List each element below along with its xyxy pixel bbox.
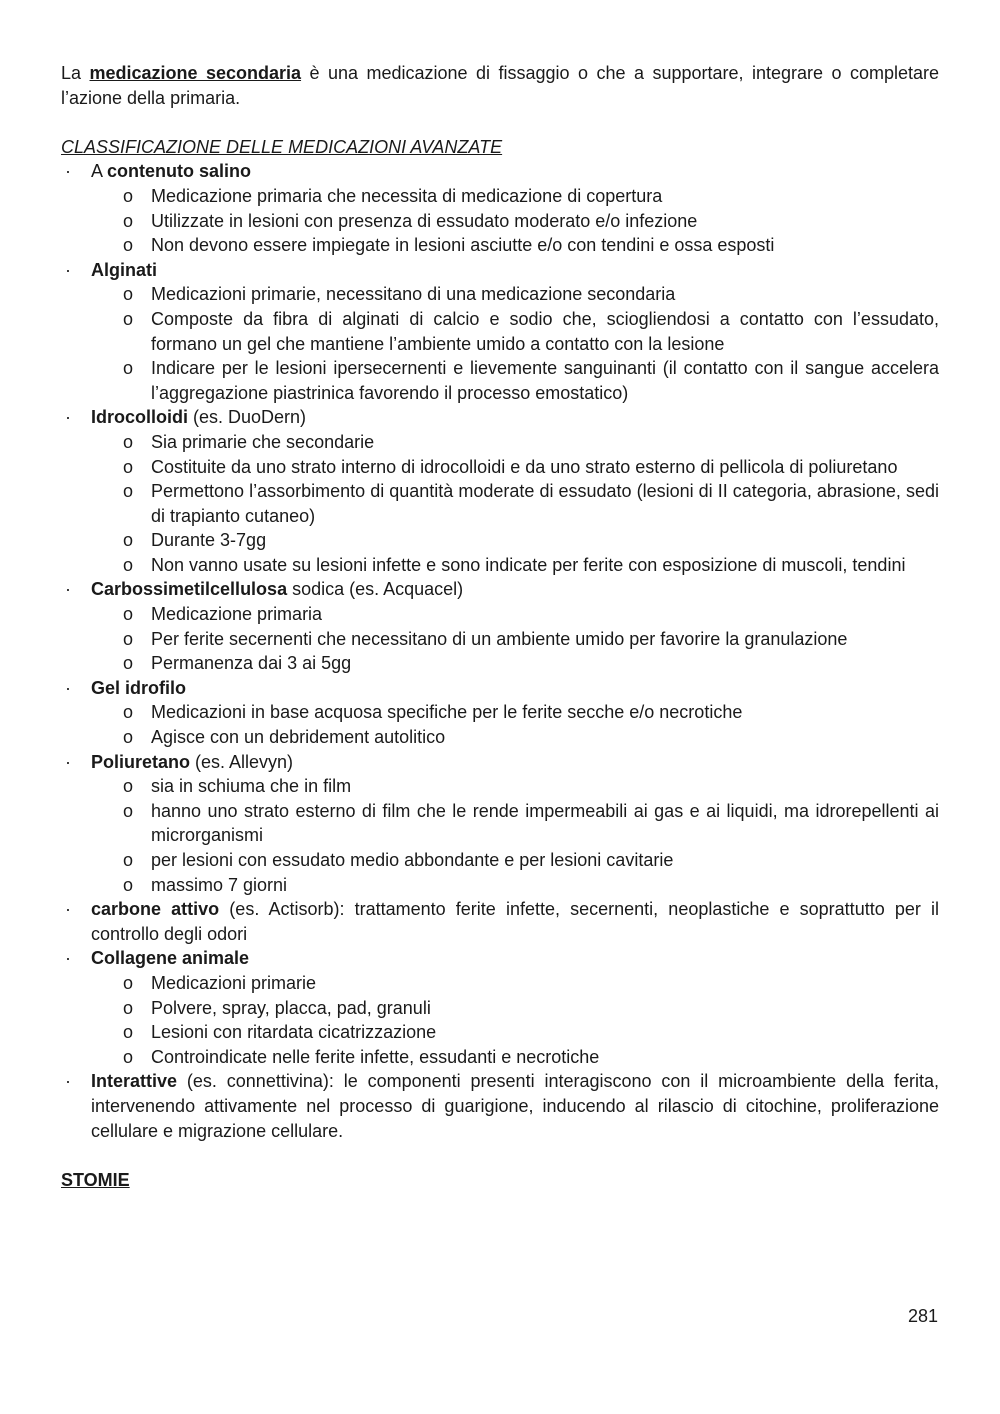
item-bold-text: Collagene animale [91, 948, 250, 969]
bullet-icon: · [65, 161, 71, 182]
bullet-icon: · [65, 407, 71, 428]
circle-bullet-icon: o [122, 431, 133, 452]
sub-list-item [61, 553, 939, 578]
sub-item-text: Medicazioni primarie, necessitano di una medicazione secondaria [151, 284, 676, 305]
bullet-icon: · [65, 1071, 71, 1092]
list-item [61, 750, 939, 775]
sub-item-text: hanno uno strato esterno di film che le rende impermeabili ai gas e ai liquidi, ma idrorepellenti ai microrganismi [151, 800, 939, 846]
section-title: CLASSIFICAZIONE DELLE MEDICAZIONI AVANZATE [61, 136, 503, 157]
circle-bullet-icon: o [122, 628, 133, 649]
intro-term: medicazione secondaria [89, 63, 302, 83]
circle-bullet-icon: o [122, 1046, 133, 1067]
sub-list-item [61, 996, 939, 1021]
item-post-text: (es. DuoDern) [188, 407, 307, 428]
intro-paragraph [61, 61, 939, 110]
list-item [61, 159, 939, 184]
circle-bullet-icon: o [122, 358, 133, 379]
circle-bullet-icon: o [122, 702, 133, 723]
list-item [61, 405, 939, 430]
page-number: 281 [907, 1306, 938, 1326]
sub-item-text: Permanenza dai 3 ai 5gg [151, 653, 352, 674]
circle-bullet-icon: o [122, 284, 133, 305]
sub-list-item [61, 873, 939, 898]
item-bold-text: Interattive [91, 1071, 178, 1092]
item-bold-text: carbone attivo [91, 899, 220, 920]
circle-bullet-icon: o [122, 776, 133, 797]
sub-item-text: Medicazioni primarie [151, 972, 317, 993]
next-section-heading: STOMIE [61, 1169, 130, 1190]
classification-list [61, 159, 939, 1143]
sub-item-text: massimo 7 giorni [151, 874, 288, 895]
sub-list-item [61, 455, 939, 480]
sub-item-text: Lesioni con ritardata cicatrizzazione [151, 1022, 437, 1043]
circle-bullet-icon: o [122, 456, 133, 477]
item-bold-text: Idrocolloidi [91, 407, 188, 428]
circle-bullet-icon: o [122, 874, 133, 895]
sub-list-item [61, 627, 939, 652]
sub-list-item [61, 774, 939, 799]
circle-bullet-icon: o [122, 800, 133, 821]
sub-item-text: Composte da fibra di alginati di calcio e sodio che, sciogliendosi a contatto con l’essudato, formano un gel che mantiene l’ambiente umido a contatto con la lesione [151, 308, 939, 354]
circle-bullet-icon: o [122, 308, 133, 329]
sub-item-text: Agisce con un debridement autolitico [151, 727, 446, 748]
circle-bullet-icon: o [122, 850, 133, 870]
sub-item-text: Permettono l’assorbimento di quantità moderate di essudato (lesioni di II categoria, abrasione, sedi di trapianto cutaneo) [151, 481, 939, 526]
circle-bullet-icon: o [122, 481, 133, 502]
list-item [61, 897, 939, 946]
item-bold-text: contenuto salino [107, 161, 252, 182]
circle-bullet-icon: o [122, 210, 133, 231]
sub-item-text: Controindicate nelle ferite infette, essudanti e necrotiche [151, 1046, 600, 1067]
circle-bullet-icon: o [122, 530, 133, 551]
sub-item-text: Non devono essere impiegate in lesioni asciutte e/o con tendini e ossa esposti [151, 235, 775, 256]
sub-item-text: Indicare per le lesioni ipersecernenti e lievemente sanguinanti (il contatto con il sangue accelera l’aggregazione piastrinica favorendo il processo emostatico) [151, 358, 939, 403]
sub-item-text: Utilizzate in lesioni con presenza di essudato moderato e/o infezione [151, 210, 698, 231]
sub-list-item [61, 307, 939, 356]
list-item [61, 258, 939, 283]
circle-bullet-icon: o [122, 185, 133, 206]
sub-list-item [61, 971, 939, 996]
item-bold-text: Gel idrofilo [91, 677, 187, 698]
sub-list-item [61, 184, 939, 209]
sub-list-item [61, 430, 939, 455]
circle-bullet-icon: o [122, 1022, 133, 1043]
sub-list-item [61, 282, 939, 307]
circle-bullet-icon: o [122, 727, 133, 748]
sub-list-item [61, 799, 939, 848]
sub-list-item [61, 479, 939, 528]
circle-bullet-icon: o [122, 554, 133, 575]
sub-list-item [61, 700, 939, 725]
bullet-icon: · [65, 948, 71, 969]
circle-bullet-icon: o [122, 972, 133, 993]
circle-bullet-icon: o [122, 235, 133, 256]
item-bold-text: Poliuretano [91, 751, 191, 772]
circle-bullet-icon: o [122, 653, 133, 674]
sub-item-text: Non vanno usate su lesioni infette e sono indicate per ferite con esposizione di muscoli, tendini [151, 554, 906, 575]
bullet-icon: · [65, 677, 71, 698]
sub-list-item [61, 209, 939, 234]
sub-item-text: Medicazione primaria che necessita di medicazione di copertura [151, 185, 663, 206]
sub-item-text: Medicazione primaria [151, 604, 323, 625]
item-pre-text: A [91, 161, 108, 182]
intro-pre: La [61, 63, 90, 83]
sub-list-item [61, 1045, 939, 1070]
page-content [61, 61, 939, 1192]
sub-list-item [61, 602, 939, 627]
sub-list-item [61, 356, 939, 405]
list-item [61, 946, 939, 971]
intro-post: è una medicazione di fissaggio o che a supportare, integrare o completare l’azione della primaria. [61, 63, 939, 108]
bullet-icon: · [65, 259, 71, 280]
circle-bullet-icon: o [122, 997, 133, 1018]
bullet-icon: · [65, 579, 71, 600]
circle-bullet-icon: o [122, 604, 133, 625]
sub-list-item [61, 725, 939, 750]
item-bold-text: Alginati [91, 259, 157, 280]
item-post-text: (es. Actisorb): trattamento ferite infette, secernenti, neoplastiche e soprattutto per il controllo degli odori [91, 899, 939, 944]
list-item [61, 676, 939, 701]
sub-item-text: Costituite da uno strato interno di idrocolloidi e da uno strato esterno di pellicola di poliuretano [151, 456, 898, 477]
sub-item-text: Per ferite secernenti che necessitano di un ambiente umido per favorire la granulazione [151, 628, 848, 649]
sub-list-item [61, 651, 939, 676]
item-post-text: sodica (es. Acquacel) [287, 579, 464, 600]
list-item [61, 577, 939, 602]
list-item [61, 1069, 939, 1143]
sub-item-text: Sia primarie che secondarie [151, 431, 375, 452]
sub-item-text: per lesioni con essudato medio abbondante e per lesioni cavitarie [151, 850, 674, 870]
sub-list-item [61, 233, 939, 258]
item-bold-text: Carbossimetilcellulosa [91, 579, 288, 600]
sub-item-text: Polvere, spray, placca, pad, granuli [151, 997, 431, 1018]
sub-list-item [61, 1020, 939, 1045]
sub-item-text: sia in schiuma che in film [151, 776, 352, 797]
item-post-text: (es. Allevyn) [190, 751, 294, 772]
item-post-text: (es. connettivina): le componenti presenti interagiscono con il microambiente della ferita, intervenendo attivamente nel processo di guarigione, inducendo al rilascio di citochine, proliferazione cellulare e migrazione cellulare. [91, 1071, 939, 1141]
sub-list-item [61, 848, 939, 873]
sub-list-item [61, 528, 939, 553]
bullet-icon: · [65, 899, 71, 920]
sub-item-text: Durante 3-7gg [151, 530, 267, 551]
bullet-icon: · [65, 751, 71, 772]
sub-item-text: Medicazioni in base acquosa specifiche per le ferite secche e/o necrotiche [151, 702, 743, 723]
